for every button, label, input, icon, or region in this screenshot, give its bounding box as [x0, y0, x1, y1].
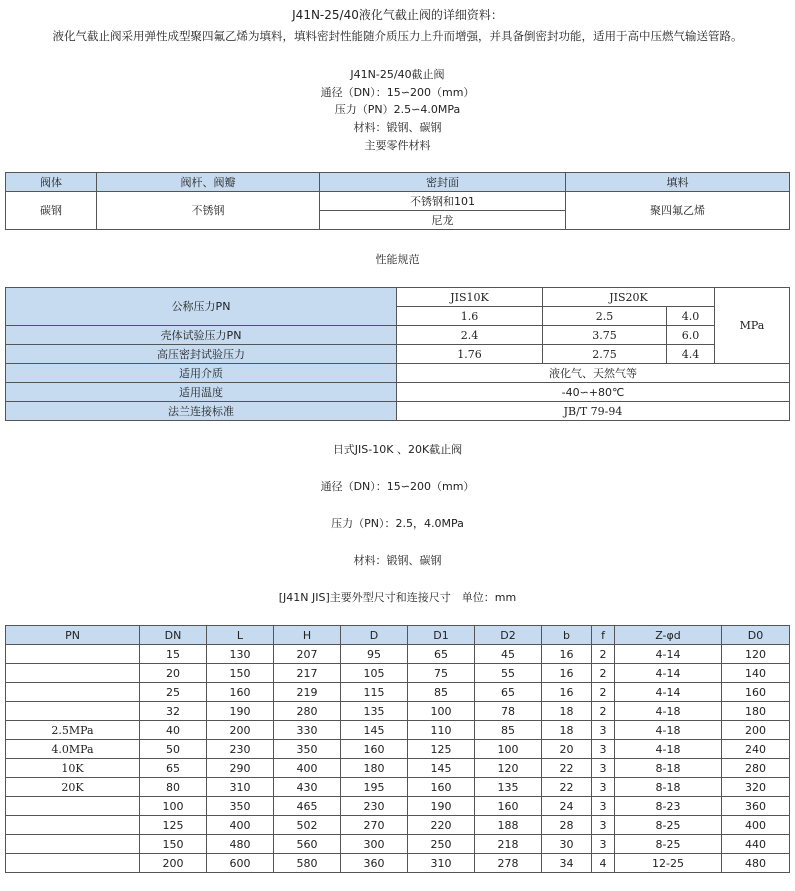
dim-d: 180 [341, 759, 408, 778]
dim-d2: 278 [475, 854, 542, 873]
dim-l: 190 [207, 702, 274, 721]
table-row [6, 645, 790, 664]
dim-f: 3 [592, 721, 615, 740]
dim-d1: 125 [408, 740, 475, 759]
dim-d2: 135 [475, 778, 542, 797]
perf-nominal-value: 4.0 [667, 307, 715, 326]
perf-medium-label: 适用介质 [6, 364, 397, 383]
dim-b: 30 [542, 835, 592, 854]
dim-d0: 440 [722, 835, 790, 854]
dim-dn: 50 [140, 740, 207, 759]
dim-l: 310 [207, 778, 274, 797]
perf-seal-value: 4.4 [667, 345, 715, 364]
dim-bolts: 8-18 [615, 778, 722, 797]
dim-l: 130 [207, 645, 274, 664]
dim-dn: 20 [140, 664, 207, 683]
perf-shell-value: 3.75 [543, 326, 667, 345]
perf-unit: MPa [715, 288, 790, 364]
dim-f: 2 [592, 664, 615, 683]
dim-d0: 200 [722, 721, 790, 740]
dim-f: 3 [592, 759, 615, 778]
dim-d1: 250 [408, 835, 475, 854]
table-row [6, 740, 790, 759]
dim-pn: 2.5MPa [6, 721, 140, 740]
dim-h: 219 [274, 683, 341, 702]
dim-b: 24 [542, 797, 592, 816]
dim-bolts: 4-14 [615, 683, 722, 702]
dim-h: 400 [274, 759, 341, 778]
dim-d: 95 [341, 645, 408, 664]
dim-pn [6, 816, 140, 835]
dim-f: 2 [592, 645, 615, 664]
dim-bolts: 4-18 [615, 740, 722, 759]
performance-table [5, 287, 790, 421]
dim-pn [6, 683, 140, 702]
table-row [6, 835, 790, 854]
dim-f: 4 [592, 854, 615, 873]
dim-d1: 145 [408, 759, 475, 778]
parts-header-seal: 密封面 [320, 173, 566, 192]
dim-d1: 190 [408, 797, 475, 816]
table-row [6, 192, 790, 211]
dim-bolts: 8-25 [615, 835, 722, 854]
dim-header-dn: DN [140, 626, 207, 645]
dim-dn: 150 [140, 835, 207, 854]
dim-d0: 360 [722, 797, 790, 816]
dim-d1: 310 [408, 854, 475, 873]
dim-d: 300 [341, 835, 408, 854]
dim-dn: 25 [140, 683, 207, 702]
dim-b: 22 [542, 778, 592, 797]
dim-bolts: 4-18 [615, 702, 722, 721]
dim-d1: 220 [408, 816, 475, 835]
table-row [6, 816, 790, 835]
dim-d2: 100 [475, 740, 542, 759]
dim-b: 28 [542, 816, 592, 835]
perf-seal-label: 高压密封试验压力 [6, 345, 397, 364]
dim-dn: 40 [140, 721, 207, 740]
spec2-pn: 压力（PN）：2.5，4.0MPa [331, 517, 464, 530]
dim-header-d2: D2 [475, 626, 542, 645]
dim-header-d1: D1 [408, 626, 475, 645]
dim-d1: 65 [408, 645, 475, 664]
dim-d0: 280 [722, 759, 790, 778]
dim-h: 217 [274, 664, 341, 683]
dim-d1: 75 [408, 664, 475, 683]
spec1-model: J41N-25/40截止阀 [350, 68, 445, 81]
dim-d0: 180 [722, 702, 790, 721]
dim-b: 34 [542, 854, 592, 873]
perf-medium-value: 液化气、天然气等 [397, 364, 790, 383]
dim-pn: 4.0MPa [6, 740, 140, 759]
dim-header-d0: D0 [722, 626, 790, 645]
dim-d2: 65 [475, 683, 542, 702]
dim-d0: 140 [722, 664, 790, 683]
dim-l: 400 [207, 816, 274, 835]
perf-nominal-value: 2.5 [543, 307, 667, 326]
dim-dn: 80 [140, 778, 207, 797]
dim-b: 16 [542, 664, 592, 683]
parts-header-stem: 阀杆、阀瓣 [97, 173, 320, 192]
table-row [6, 664, 790, 683]
dim-d1: 85 [408, 683, 475, 702]
dim-d: 115 [341, 683, 408, 702]
dim-dn: 100 [140, 797, 207, 816]
dim-bolts: 4-14 [615, 645, 722, 664]
dim-l: 200 [207, 721, 274, 740]
dim-f: 2 [592, 702, 615, 721]
dim-f: 3 [592, 797, 615, 816]
dim-h: 330 [274, 721, 341, 740]
dim-b: 18 [542, 721, 592, 740]
dim-header-f: f [592, 626, 615, 645]
table-row [6, 797, 790, 816]
parts-packing-value: 聚四氟乙烯 [566, 192, 790, 230]
dim-table-title: [J41N JIS]主要外型尺寸和连接尺寸 单位：mm [278, 591, 517, 604]
dim-d2: 55 [475, 664, 542, 683]
parts-seal-value-1: 不锈钢和101 [320, 192, 566, 211]
dim-bolts: 12-25 [615, 854, 722, 873]
table-row [6, 854, 790, 873]
dim-b: 22 [542, 759, 592, 778]
dim-d2: 85 [475, 721, 542, 740]
table-row [6, 364, 790, 383]
perf-shell-label: 壳体试验压力PN [6, 326, 397, 345]
dim-header-pn: PN [6, 626, 140, 645]
dim-f: 3 [592, 740, 615, 759]
dim-dn: 65 [140, 759, 207, 778]
dim-d2: 78 [475, 702, 542, 721]
dim-h: 280 [274, 702, 341, 721]
dim-h: 465 [274, 797, 341, 816]
dim-d2: 45 [475, 645, 542, 664]
dim-header-bolts: Z-φd [615, 626, 722, 645]
dim-bolts: 8-23 [615, 797, 722, 816]
perf-jis10k: JIS10K [397, 288, 543, 307]
perf-temp-value: -40∽+80℃ [397, 383, 790, 402]
intro-title: J41N-25/40液化气截止阀的详细资料： [292, 8, 503, 22]
dim-l: 150 [207, 664, 274, 683]
table-row [6, 345, 790, 364]
parts-seal-value-2: 尼龙 [320, 211, 566, 230]
spec2-dn: 通径（DN）：15∽200（mm） [320, 480, 475, 493]
dim-header-l: L [207, 626, 274, 645]
dim-d2: 218 [475, 835, 542, 854]
dim-h: 560 [274, 835, 341, 854]
dim-table-header [6, 626, 790, 645]
dim-pn [6, 854, 140, 873]
dim-d1: 100 [408, 702, 475, 721]
perf-shell-value: 2.4 [397, 326, 543, 345]
spec2-title: 日式JIS-10K 、20K截止阀 [332, 443, 463, 456]
dim-l: 230 [207, 740, 274, 759]
dim-l: 350 [207, 797, 274, 816]
dim-header-d: D [341, 626, 408, 645]
parts-body-value: 碳钢 [6, 192, 97, 230]
spec1-material: 材料：锻钢、碳钢 [353, 121, 442, 134]
dim-bolts: 4-18 [615, 721, 722, 740]
table-row [6, 778, 790, 797]
perf-temp-label: 适用温度 [6, 383, 397, 402]
dim-h: 580 [274, 854, 341, 873]
dim-d: 135 [341, 702, 408, 721]
dim-l: 290 [207, 759, 274, 778]
dim-pn: 20K [6, 778, 140, 797]
dim-d: 270 [341, 816, 408, 835]
parts-table [5, 172, 790, 230]
dim-l: 480 [207, 835, 274, 854]
dim-b: 16 [542, 645, 592, 664]
perf-flange-value: JB/T 79-94 [397, 402, 790, 421]
dim-dn: 200 [140, 854, 207, 873]
dim-d0: 480 [722, 854, 790, 873]
dim-h: 430 [274, 778, 341, 797]
dim-d0: 400 [722, 816, 790, 835]
table-row [6, 721, 790, 740]
perf-seal-value: 1.76 [397, 345, 543, 364]
dim-d2: 120 [475, 759, 542, 778]
spec1-parts-title: 主要零件材料 [364, 139, 431, 152]
table-row [6, 759, 790, 778]
dim-l: 160 [207, 683, 274, 702]
table-row [6, 702, 790, 721]
dim-pn [6, 797, 140, 816]
dim-d0: 240 [722, 740, 790, 759]
dim-d0: 160 [722, 683, 790, 702]
perf-title: 性能规范 [375, 253, 420, 266]
dim-d2: 160 [475, 797, 542, 816]
dim-d: 145 [341, 721, 408, 740]
dim-f: 3 [592, 778, 615, 797]
dim-d1: 160 [408, 778, 475, 797]
perf-flange-label: 法兰连接标准 [6, 402, 397, 421]
spec1-pn: 压力（PN）2.5∽4.0MPa [334, 103, 461, 116]
dim-d: 105 [341, 664, 408, 683]
dim-pn [6, 702, 140, 721]
dim-l: 600 [207, 854, 274, 873]
dim-header-b: b [542, 626, 592, 645]
dim-header-h: H [274, 626, 341, 645]
dim-b: 20 [542, 740, 592, 759]
spec2-material: 材料：锻钢、碳钢 [353, 554, 442, 567]
dim-d: 360 [341, 854, 408, 873]
perf-jis20k: JIS20K [543, 288, 715, 307]
intro-description: 液化气截止阀采用弹性成型聚四氟乙烯为填料，填料密封性能随介质压力上升而增强，并具备倒密封功能，适用于高中压燃气输送管路。 [52, 29, 743, 43]
dim-pn [6, 645, 140, 664]
dimension-table [5, 625, 790, 873]
dim-d2: 188 [475, 816, 542, 835]
dim-d0: 120 [722, 645, 790, 664]
dim-dn: 15 [140, 645, 207, 664]
dim-b: 16 [542, 683, 592, 702]
table-row [6, 326, 790, 345]
dim-d: 195 [341, 778, 408, 797]
table-row [6, 683, 790, 702]
dim-d0: 320 [722, 778, 790, 797]
perf-seal-value: 2.75 [543, 345, 667, 364]
dim-f: 2 [592, 683, 615, 702]
perf-shell-value: 6.0 [667, 326, 715, 345]
parts-stem-value: 不锈钢 [97, 192, 320, 230]
dim-dn: 32 [140, 702, 207, 721]
perf-nominal-value: 1.6 [397, 307, 543, 326]
table-row [6, 288, 790, 307]
dim-b: 18 [542, 702, 592, 721]
dim-bolts: 8-25 [615, 816, 722, 835]
table-row [6, 383, 790, 402]
dim-bolts: 8-18 [615, 759, 722, 778]
parts-header-packing: 填料 [566, 173, 790, 192]
dim-pn [6, 835, 140, 854]
dim-pn [6, 664, 140, 683]
dim-f: 3 [592, 835, 615, 854]
dim-h: 350 [274, 740, 341, 759]
parts-header-body: 阀体 [6, 173, 97, 192]
dim-dn: 125 [140, 816, 207, 835]
dim-h: 502 [274, 816, 341, 835]
table-row [6, 402, 790, 421]
dim-f: 3 [592, 816, 615, 835]
spec1-dn: 通径（DN）：15∽200（mm） [320, 86, 475, 99]
dim-d: 160 [341, 740, 408, 759]
parts-table-header [6, 173, 790, 192]
dim-h: 207 [274, 645, 341, 664]
perf-nominal-label: 公称压力PN [6, 288, 397, 326]
dim-bolts: 4-14 [615, 664, 722, 683]
dim-pn: 10K [6, 759, 140, 778]
dim-d1: 110 [408, 721, 475, 740]
dim-d: 230 [341, 797, 408, 816]
